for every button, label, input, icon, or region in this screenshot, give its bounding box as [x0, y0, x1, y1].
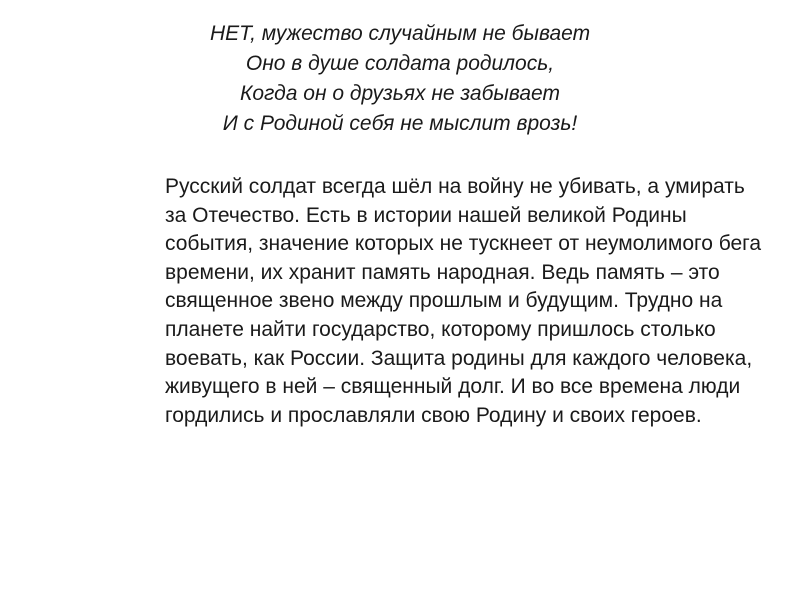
prose-line: гордились и прославляли свою Родину и своих героев.	[165, 403, 702, 427]
prose-line: за Отечество. Есть в истории нашей великой Родины	[165, 203, 687, 227]
prose-line: времени, их хранит память народная. Ведь память – это	[165, 260, 720, 284]
prose-line: события, значение которых не тускнеет от неумолимого бега	[165, 232, 762, 256]
poem-line: НЕТ, мужество случайным не бывает	[209, 22, 591, 45]
poem-stanza	[0, 19, 800, 139]
prose-line: планете найти государство, которому пришлось столько	[165, 317, 716, 341]
poem-line: Оно в душе солдата родилось,	[245, 52, 555, 75]
prose-line: Русский солдат всегда шёл на войну не убивать, а умирать	[165, 175, 745, 198]
poem-line: Когда он о друзьях не забывает	[240, 82, 560, 105]
prose-line: священное звено между прошлым и будущим. Трудно на	[165, 289, 723, 313]
prose-paragraph	[165, 173, 775, 430]
prose-line: живущего в ней – священный долг. И во все времена люди	[165, 375, 741, 399]
prose-line: воевать, как России. Защита родины для каждого человека,	[165, 346, 753, 370]
poem-line: И с Родиной себя не мыслит врозь!	[222, 112, 578, 135]
